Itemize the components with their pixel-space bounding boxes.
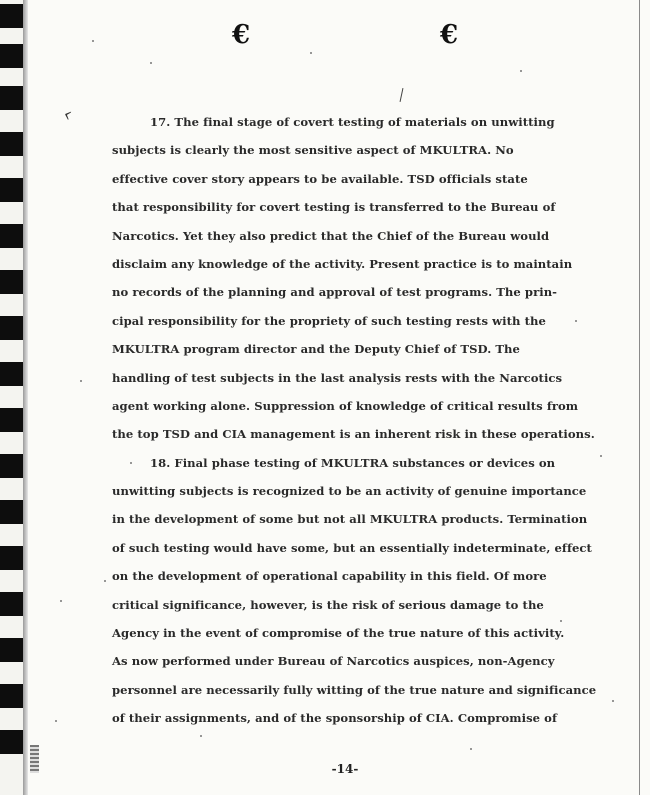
punch-mark-right-icon: €: [440, 20, 459, 50]
text-line: agent working alone. Suppression of knowledge of critical results from: [112, 398, 579, 413]
punch-mark-left-icon: €: [232, 20, 251, 50]
paragraph-18: [112, 449, 598, 733]
text-line: effective cover story appears to be available. TSD officials state: [112, 171, 528, 186]
text-line: 17. The final stage of covert testing of materials on unwitting: [150, 115, 555, 129]
margin-check-icon: ‹: [60, 101, 76, 127]
text-line: subjects is clearly the most sensitive aspect of MKULTRA. No: [112, 143, 514, 158]
binder-strip: [0, 0, 28, 795]
text-line: of their assignments, and of the sponsorship of CIA. Compromise of: [112, 711, 557, 726]
text-line: personnel are necessarily fully witting of the true nature and significance: [112, 682, 597, 697]
document-body: [112, 108, 598, 733]
text-line: critical significance, however, is the risk of serious damage to the: [112, 597, 544, 612]
text-line: Narcotics. Yet they also predict that the Chief of the Bureau would: [112, 228, 550, 243]
page-number: -14-: [331, 762, 359, 776]
page-right-edge: [639, 0, 640, 795]
text-line: in the development of some but not all MKULTRA products. Termination: [112, 512, 588, 527]
text-line: that responsibility for covert testing is transferred to the Bureau of: [112, 200, 556, 215]
paragraph-17: [112, 108, 598, 449]
text-line: unwitting subjects is recognized to be an activity of genuine importance: [112, 484, 587, 499]
text-line: Agency in the event of compromise of the true nature of this activity.: [112, 626, 565, 641]
text-line: 18. Final phase testing of MKULTRA substances or devices on: [150, 455, 556, 470]
text-line: cipal responsibility for the propriety of such testing rests with the: [112, 313, 546, 328]
text-line: no records of the planning and approval of test programs. The prin-: [112, 285, 558, 300]
text-line: on the development of operational capability in this field. Of more: [112, 569, 547, 584]
text-line: the top TSD and CIA management is an inherent risk in these operations.: [112, 427, 595, 442]
text-line: disclaim any knowledge of the activity. Present practice is to maintain: [112, 256, 573, 271]
text-line: handling of test subjects in the last analysis rests with the Narcotics: [112, 370, 563, 385]
text-line: As now performed under Bureau of Narcotics auspices, non-Agency: [112, 654, 555, 669]
margin-tick-icon: [400, 88, 404, 102]
text-line: MKULTRA program director and the Deputy Chief of TSD. The: [112, 342, 520, 357]
text-line: of such testing would have some, but an essentially indeterminate, effect: [112, 540, 592, 555]
